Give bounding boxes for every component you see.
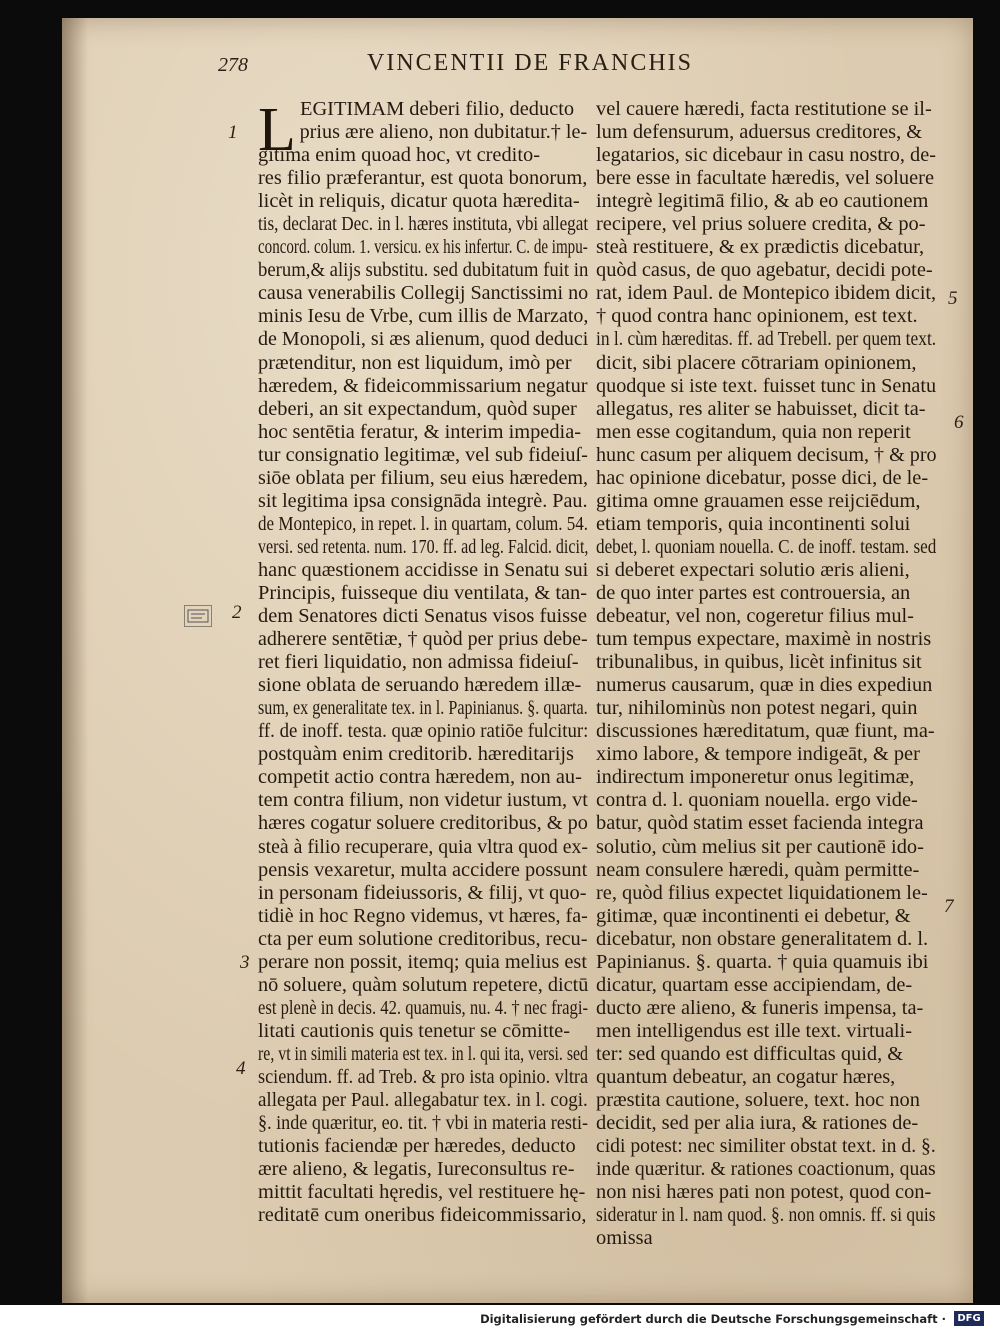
left-column-line: siōe oblata per filium, seu eius hæredem, <box>258 466 589 489</box>
right-column-line: quantum debeatur, an cogatur hæres, <box>596 1065 896 1088</box>
margin-number-1: 1 <box>228 122 238 143</box>
right-column-line: dicebatur, non obstare generalitatem d. l. <box>596 927 929 950</box>
right-column-line: ter: sed quando est difficultas quid, & <box>596 1042 904 1065</box>
left-column-line: prætenditur, non est liquidum, imò per <box>258 351 572 374</box>
right-column-line: numerus causarum, quæ in dies expediun <box>596 674 933 697</box>
right-column-line: contra d. l. quoniam nouella. ergo vide- <box>596 789 918 812</box>
left-column-line: mittit facultati hęredis, vel restituere hę- <box>258 1181 586 1204</box>
right-column-line: tum tempus expectare, maximè in nostris <box>596 628 932 651</box>
left-column-line: sit legitima ipsa consignāda integrè. Pau. <box>258 489 588 512</box>
right-column-line: solutio, cùm melius sit per cautionē ido- <box>596 835 924 858</box>
left-column-line: tis, declarat Dec. in l. hæres instituta, vbi allegat <box>258 213 589 236</box>
right-column-line: tribunalibus, in quibus, licèt infinitus sit <box>596 651 922 674</box>
running-head: VINCENTII DE FRANCHIS <box>367 50 693 76</box>
right-column-line: gitima omne grauamen esse reijciēdum, <box>596 489 921 512</box>
drop-cap: L <box>258 96 296 164</box>
left-column-line: nō soluere, quàm solutum repetere, dictū <box>258 973 589 996</box>
left-column-line: berum,& alijs substitu. sed dubitatum fuit in <box>258 259 589 282</box>
left-column-line: gitima enim quoad hoc, vt credito- <box>258 144 540 167</box>
footer-bar <box>0 1305 1000 1332</box>
left-column-line: hanc quæstionem accidisse in Senatu sui <box>258 558 589 581</box>
left-column-line: hæres cogatur soluere creditoribus, & po <box>258 812 588 835</box>
funding-credit: Digitalisierung gefördert durch die Deutsche Forschungsgemeinschaft · <box>480 1312 946 1326</box>
left-column-line: dem Senatores dicti Senatus visos fuisse <box>258 605 588 628</box>
right-column-line: indirectum imponeretur onus legitimæ, <box>596 766 915 789</box>
left-column-line: sum, ex generalitate tex. in l. Papinianus. §. quarta. <box>258 697 588 720</box>
right-column-line: gitimæ, quæ incontinenti ei debetur, & <box>596 904 911 927</box>
left-column-line: cta per eum solutione creditoribus, recu- <box>258 927 588 950</box>
right-column-line: non nisi hæres pati non potest, quod con- <box>596 1181 932 1204</box>
left-column-line: est plenè in decis. 42. quamuis, nu. 4. † nec fragi- <box>258 996 588 1019</box>
right-column-line: quodque si iste text. fuisset tunc in Senatu <box>596 374 937 397</box>
right-column-line: recipere, vel prius soluere credita, & po- <box>596 213 926 236</box>
left-column-line: §. inde quæritur, eo. tit. † vbi in materia resti- <box>258 1112 589 1135</box>
left-column-line: tidiè in hoc Regno videmus, vt hæres, fa- <box>258 904 588 927</box>
left-column-line: tur consignatio legitimæ, vel sub fideiuſ- <box>258 443 588 466</box>
library-stamp <box>184 605 212 627</box>
left-column-line: postquàm enim creditorib. hæreditarijs <box>258 743 574 766</box>
left-column-line: pensis vexaretur, multa accidere possunt <box>258 858 588 881</box>
right-column-line: dicatur, quartam esse accipiendam, de- <box>596 973 913 996</box>
right-column-line: rat, idem Paul. de Montepico ibidem dicit, <box>596 282 937 305</box>
right-column-line: men esse cogitandum, quia non reperit <box>596 420 911 443</box>
right-column-line: omissa <box>596 1227 653 1250</box>
left-column-line: reditatē cum oneribus fideicommissario, <box>258 1204 587 1227</box>
left-column-line: ære alieno, & legatis, Iureconsultus re- <box>258 1158 575 1181</box>
right-column-line: hac opinione dicebatur, posse dici, de le- <box>596 466 929 489</box>
right-column-line: dicit, sibi placere cōtrariam opinionem, <box>596 351 917 374</box>
left-column-line: tem contra filium, non videtur iustum, vt <box>258 789 588 812</box>
right-column-line: steà restituere, & ex prædictis dicebatur, <box>596 236 925 259</box>
right-column-line: tur, nihilominùs non potest negari, quin <box>596 697 918 720</box>
left-column-line: prius ære alieno, non dubitatur.† le- <box>299 121 588 144</box>
right-column-line: Papinianus. §. quarta. † quia quamuis ibi <box>596 950 929 973</box>
right-column-line: allegatus, res aliter se habuisset, dicit ta- <box>596 397 926 420</box>
right-column-line: bere esse in facultate hæredis, vel soluere <box>596 167 935 190</box>
left-column-line: res filio præferantur, est quota bonorum, <box>258 167 588 190</box>
margin-number-5: 5 <box>948 288 958 309</box>
right-column <box>596 98 936 1250</box>
right-column-line: præstita cautione, soluere, text. hoc non <box>596 1089 920 1112</box>
left-column-line: de Montepico, in repet. l. in quartam, colum. 54. <box>258 512 589 535</box>
right-column-line: ximo labore, & tempore indigeāt, & per <box>596 743 920 766</box>
right-column-line: cidi potest: nec similiter obstat text. in d. §. <box>596 1135 936 1158</box>
left-column <box>258 98 588 1227</box>
left-column-line: deberi, an sit expectandum, quòd super <box>258 397 577 420</box>
left-column-line: sione oblata de seruando hæredem illæ- <box>258 674 582 697</box>
left-column-line: competit actio contra hæredem, non au- <box>258 766 582 789</box>
left-column-line: allegata per Paul. allegabatur tex. in l. cogi. <box>258 1089 588 1112</box>
left-column-line: de Monopoli, si æs alienum, quod deduci <box>258 328 589 351</box>
right-column-line: etiam temporis, quia incontinenti solui <box>596 512 911 535</box>
right-column-line: in l. cùm hæreditas. ff. ad Trebell. per quem text. <box>596 328 937 351</box>
right-column-line: neam consulere hæredi, quàm permitte- <box>596 858 920 881</box>
left-column-line: hæredem, & fideicommissarium negatur <box>258 374 588 397</box>
margin-number-4: 4 <box>236 1058 246 1079</box>
right-column-line: ducto ære alieno, & funeris impensa, ta- <box>596 996 924 1019</box>
left-column-line: causa venerabilis Collegij Sanctissimi no <box>258 282 589 305</box>
right-column-line: hunc casum per aliquem decisum, † & pro <box>596 443 937 466</box>
left-column-line: minis Iesu de Vrbe, cum illis de Marzato, <box>258 305 589 328</box>
right-column-line: debeatur, vel non, cogeretur filius mul- <box>596 605 914 628</box>
right-column-line: debet, l. quoniam nouella. C. de inoff. testam. sed <box>596 535 937 558</box>
left-column-line: EGITIMAM deberi filio, deducto <box>300 98 575 120</box>
right-column-line: re, quòd filius expectet liquidationem le- <box>596 881 928 904</box>
right-column-line: discussiones hæreditatum, quæ fiunt, ma- <box>596 720 935 743</box>
left-column-line: litati cautionis quis tenetur se cōmitte- <box>258 1019 571 1042</box>
margin-number-2: 2 <box>232 602 242 623</box>
margin-number-3: 3 <box>240 952 250 973</box>
left-column-line: versi. sed retenta. num. 170. ff. ad leg. Falcid. dicit, <box>258 535 589 558</box>
right-column-line: inde quæritur. & rationes coactionum, quas <box>596 1158 936 1181</box>
right-column-line: integrè legitimā filio, & ab eo cautionem <box>596 190 929 213</box>
page-gutter-shadow <box>62 18 88 1303</box>
right-column-line: † quod contra hanc opinionem, est text. <box>596 305 918 328</box>
left-column-line: in personam fideiussoris, & filij, vt quo- <box>258 881 587 904</box>
right-column-line: lum defensurum, aduersus creditores, & <box>596 121 923 144</box>
left-column-line: re, vt in simili materia est tex. in l. qui ita, versi. sed <box>258 1042 588 1065</box>
margin-number-6: 6 <box>954 412 964 433</box>
left-column-line: steà à filio recuperare, quia vltra quod ex- <box>258 835 588 858</box>
left-column-line: licèt in reliquis, dicatur quota hæredita- <box>258 190 580 213</box>
dfg-logo: DFG <box>954 1311 984 1326</box>
right-column-line: batur, quòd statim esset facienda integra <box>596 812 924 835</box>
left-column-line: adherere sentētiæ, † quòd per prius debe- <box>258 628 588 651</box>
right-column-line: legatarios, sic dicebaur in casu nostro, de- <box>596 144 936 167</box>
left-column-line: sciendum. ff. ad Treb. & pro ista opinio. vltra <box>258 1065 589 1088</box>
stamp-icon <box>185 606 211 626</box>
right-column-line: men intelligendus est ille text. virtuali- <box>596 1019 912 1042</box>
right-column-line: decidit, sed per alia iura, & rationes de- <box>596 1112 919 1135</box>
right-column-line: sideratur in l. nam quod. §. non omnis. ff. si quis <box>596 1204 936 1227</box>
left-column-line: tutionis faciendæ per hæredes, deducto <box>258 1135 576 1158</box>
margin-number-7: 7 <box>944 896 954 917</box>
page-number: 278 <box>218 54 248 76</box>
left-column-line: concord. colum. 1. versicu. ex his infertur. C. de impu- <box>258 236 588 259</box>
left-column-line: perare non possit, itemq; quia melius est <box>258 950 588 973</box>
right-column-line: de quo inter partes est controuersia, an <box>596 581 911 604</box>
left-column-line: Principis, fuisseque diu ventilata, & tan- <box>258 581 588 604</box>
right-column-line: vel cauere hæredi, facta restitutione se il- <box>596 98 932 120</box>
left-column-line: ret fieri liquidatio, non admissa fideiuſ- <box>258 651 579 674</box>
left-column-line: ff. de inoff. testa. quæ opinio ratiōe fulcitur: <box>258 720 589 743</box>
right-column-line: quòd casus, de quo agebatur, decidi pote- <box>596 259 933 282</box>
right-column-line: si deberet expectari solutio æris alieni, <box>596 558 910 581</box>
left-column-line: hoc sentētia feratur, & interim impedia- <box>258 420 582 443</box>
